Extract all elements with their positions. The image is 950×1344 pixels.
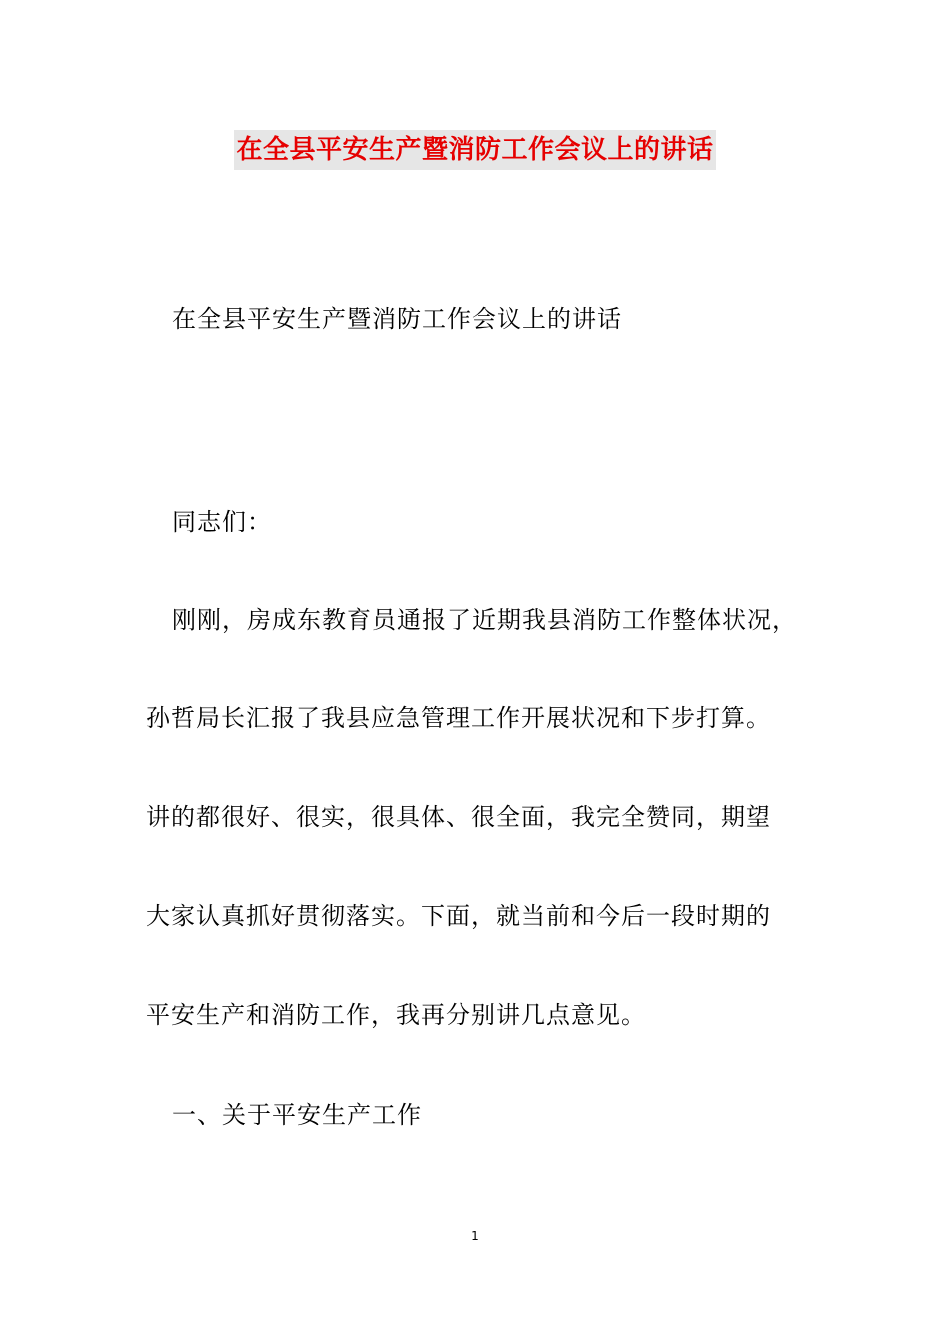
paragraph-line-1: 刚刚，房成东教育员通报了近期我县消防工作整体状况， xyxy=(172,606,797,634)
salutation: 同志们： xyxy=(172,508,272,536)
paragraph-line-5: 平安生产和消防工作，我再分别讲几点意见。 xyxy=(146,1001,646,1029)
paragraph-line-2: 孙哲局长汇报了我县应急管理工作开展状况和下步打算。 xyxy=(146,704,771,732)
banner-title-text: 在全县平安生产暨消防工作会议上的讲话 xyxy=(234,130,715,170)
subtitle: 在全县平安生产暨消防工作会议上的讲话 xyxy=(172,305,622,333)
page-number: 1 xyxy=(471,1229,479,1243)
paragraph-line-4: 大家认真抓好贯彻落实。下面，就当前和今后一段时期的 xyxy=(146,902,771,930)
banner-title xyxy=(0,128,950,170)
paragraph-line-3: 讲的都很好、很实，很具体、很全面，我完全赞同，期望 xyxy=(146,803,771,831)
section-heading: 一、关于平安生产工作 xyxy=(172,1101,422,1129)
